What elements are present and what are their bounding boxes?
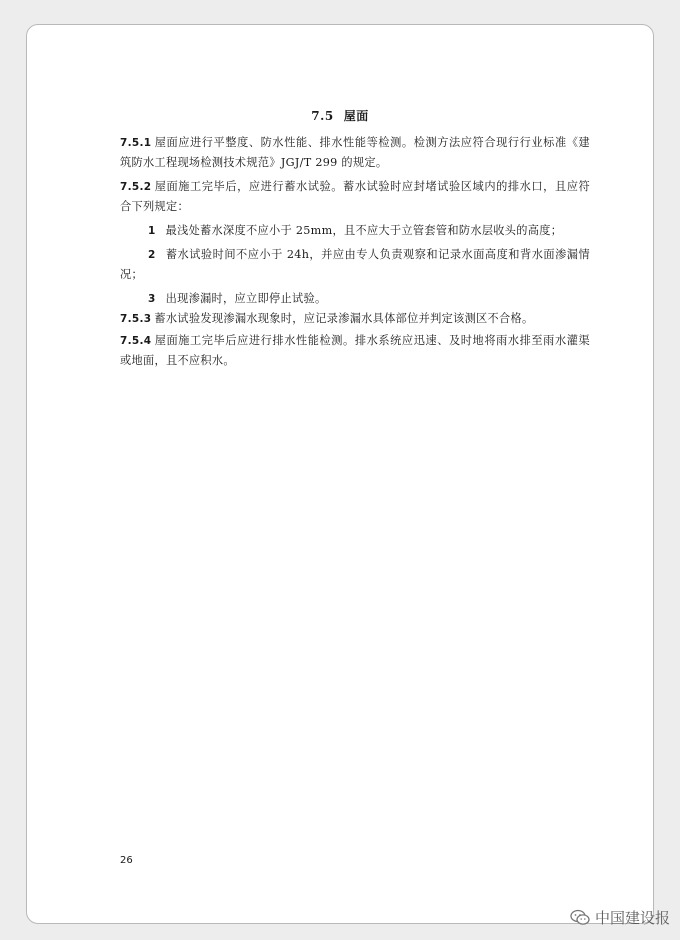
item-number: 3 xyxy=(148,293,156,305)
watermark-text: 中国建设报 xyxy=(594,909,670,927)
clause-7-5-2 xyxy=(120,177,590,217)
list-item-3 xyxy=(120,289,590,309)
clause-7-5-1 xyxy=(120,133,590,173)
item-number: 1 xyxy=(148,225,156,237)
item-text: 最浅处蓄水深度不应小于 25mm，且不应大于立管套管和防水层收头的高度； xyxy=(165,224,563,237)
list-item-2 xyxy=(120,245,590,285)
document-page xyxy=(26,24,654,924)
clause-text: 屋面施工完毕后，应进行蓄水试验。蓄水试验时应封堵试验区域内的排水口，且应符合下列规定： xyxy=(120,180,590,213)
section-number: 7.5 xyxy=(311,109,334,123)
watermark xyxy=(570,907,670,928)
clause-7-5-4 xyxy=(120,331,590,371)
clause-text: 屋面应进行平整度、防水性能、排水性能等检测。检测方法应符合现行行业标准《建筑防水工程现场检测技术规范》JGJ/T 299 的规定。 xyxy=(120,136,590,169)
item-number: 2 xyxy=(148,249,156,261)
clause-number: 7.5.3 xyxy=(120,313,152,325)
clause-text: 蓄水试验发现渗漏水现象时，应记录渗漏水具体部位并判定该测区不合格。 xyxy=(154,312,534,325)
clause-number: 7.5.4 xyxy=(120,335,152,347)
clause-number: 7.5.2 xyxy=(120,181,152,193)
list-item-1 xyxy=(120,221,590,241)
clause-text: 屋面施工完毕后应进行排水性能检测。排水系统应迅速、及时地将雨水排至雨水灌渠或地面，且不应积水。 xyxy=(120,334,590,367)
page-number: 26 xyxy=(120,855,133,866)
section-title xyxy=(27,107,653,124)
section-heading: 屋面 xyxy=(343,109,369,123)
clause-7-5-3 xyxy=(120,309,590,329)
wechat-icon xyxy=(570,909,590,926)
clause-number: 7.5.1 xyxy=(120,137,152,149)
item-text: 蓄水试验时间不应小于 24h，并应由专人负责观察和记录水面高度和背水面渗漏情况； xyxy=(120,248,590,281)
item-text: 出现渗漏时，应立即停止试验。 xyxy=(165,292,327,305)
